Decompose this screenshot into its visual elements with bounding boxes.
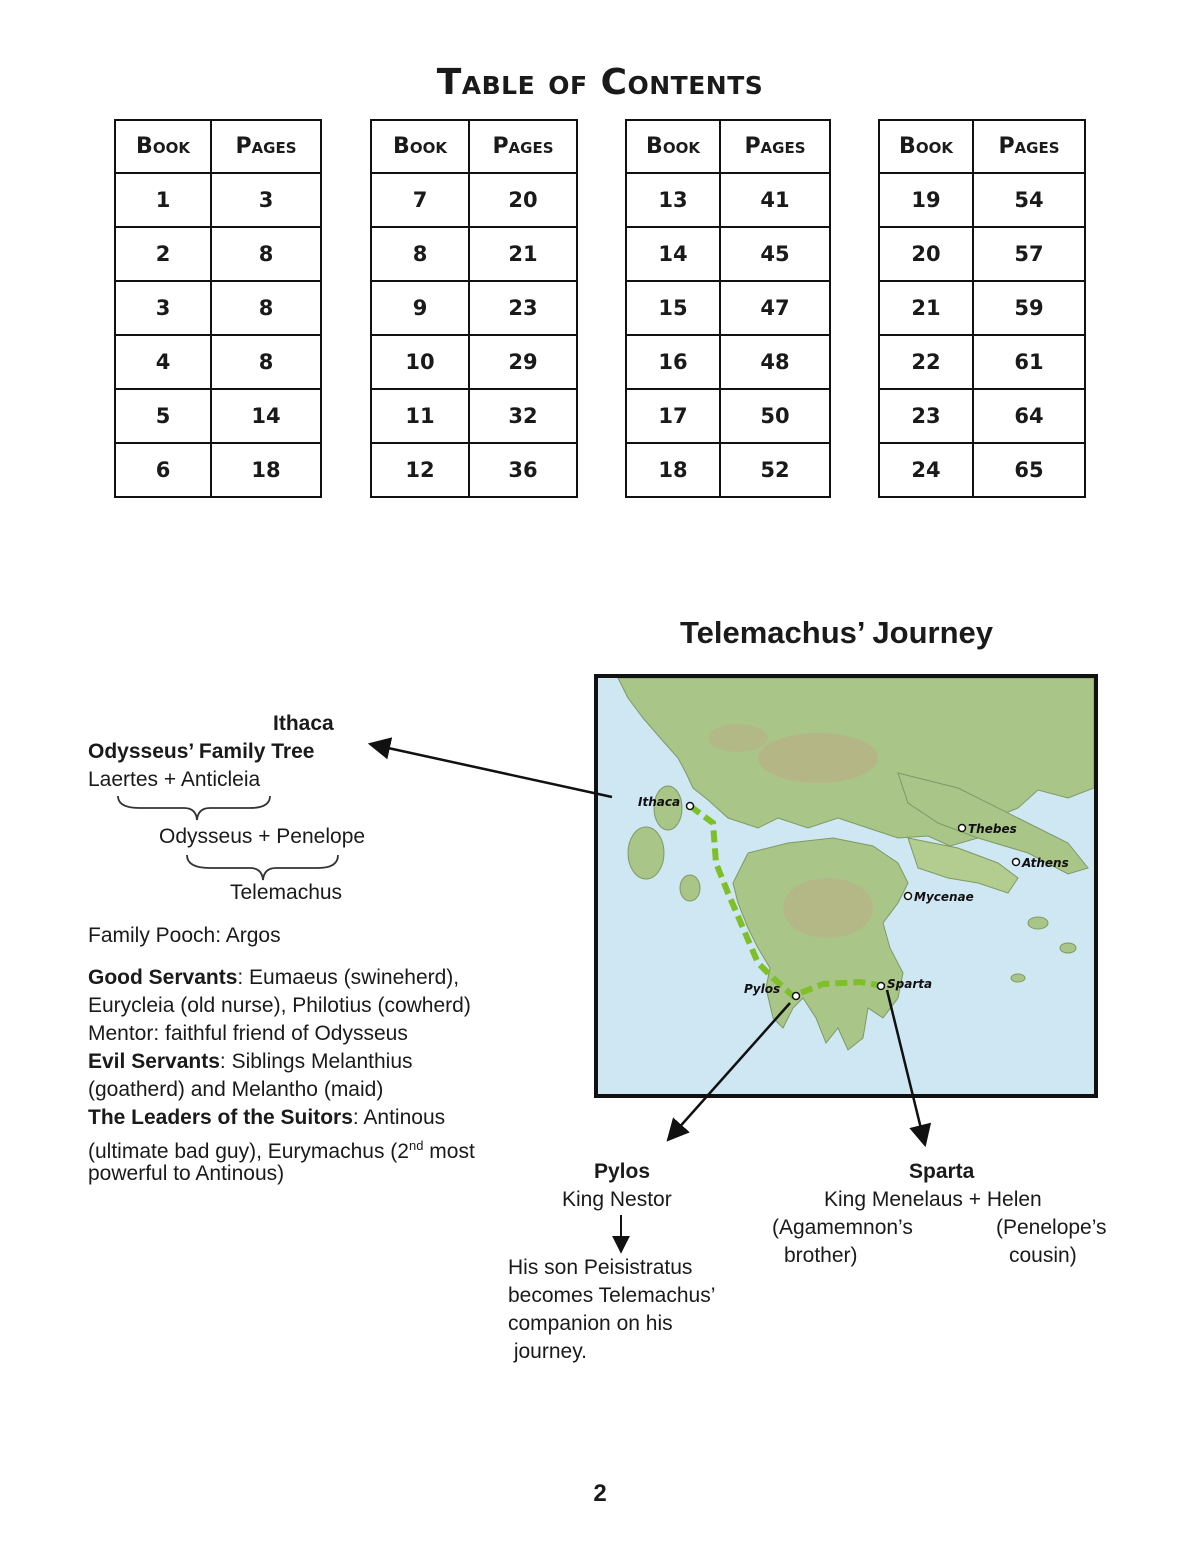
book-cell: 11: [371, 389, 469, 443]
pages-cell: 21: [469, 227, 577, 281]
book-cell: 8: [371, 227, 469, 281]
svg-text:Athens: Athens: [1022, 856, 1069, 870]
suitor-leaders: [88, 1104, 445, 1132]
pages-cell: 8: [211, 227, 321, 281]
arrow-to-sparta: [887, 990, 925, 1145]
book-cell: 16: [626, 335, 720, 389]
pages-cell: 8: [211, 281, 321, 335]
book-cell: 7: [371, 173, 469, 227]
evil-servants-label: Evil Servants: [88, 1050, 220, 1073]
book-cell: 9: [371, 281, 469, 335]
pylos-son-line: His son Peisistratus: [508, 1256, 693, 1279]
pages-cell: 64: [973, 389, 1085, 443]
book-cell: 4: [115, 335, 211, 389]
col-pages-header: Pages: [973, 120, 1085, 173]
pages-cell: 20: [469, 173, 577, 227]
superscript: nd: [408, 1138, 424, 1153]
svg-text:Mycenae: Mycenae: [914, 890, 974, 904]
svg-text:Ithaca: Ithaca: [638, 795, 681, 809]
brace-grandparents: [118, 796, 270, 820]
sparta-note-left-2: brother): [784, 1244, 858, 1267]
pages-cell: 32: [469, 389, 577, 443]
svg-text:Sparta: Sparta: [887, 977, 933, 991]
pylos-son-line: companion on his: [508, 1312, 673, 1335]
pages-cell: 65: [973, 443, 1085, 497]
book-cell: 5: [115, 389, 211, 443]
pages-cell: 41: [720, 173, 830, 227]
pages-cell: 61: [973, 335, 1085, 389]
good-servants-line2: Eurycleia (old nurse), Philotius (cowherd): [88, 994, 471, 1017]
evil-servants-line2: (goatherd) and Melantho (maid): [88, 1078, 384, 1101]
pylos-son-line: becomes Telemachus’: [508, 1284, 716, 1307]
sparta-note-right: (Penelope’s: [996, 1216, 1107, 1239]
good-servants: [88, 964, 459, 992]
evil-servants: [88, 1048, 413, 1076]
sparta-king: King Menelaus + Helen: [824, 1188, 1042, 1211]
svg-text:Pylos: Pylos: [744, 982, 781, 996]
family-pooch: Family Pooch: Argos: [88, 924, 281, 947]
family-heading: Odysseus’ Family Tree: [88, 740, 315, 763]
col-pages-header: Pages: [720, 120, 830, 173]
pages-cell: 8: [211, 335, 321, 389]
good-servants-text: : Eumaeus (swineherd),: [237, 966, 460, 989]
journey-title: Telemachus’ Journey: [680, 615, 993, 650]
pages-cell: 29: [469, 335, 577, 389]
col-book-header: Book: [626, 120, 720, 173]
book-cell: 23: [879, 389, 973, 443]
pages-cell: 48: [720, 335, 830, 389]
evil-servants-text: : Siblings Melanthius: [219, 1050, 413, 1073]
col-pages-header: Pages: [469, 120, 577, 173]
good-servants-label: Good Servants: [88, 966, 238, 989]
suitor-text-b: most: [423, 1140, 475, 1163]
sparta-note-right-2: cousin): [1009, 1244, 1077, 1267]
suitor-leaders-line3: powerful to Antinous): [88, 1162, 285, 1185]
family-child: Telemachus: [230, 881, 343, 904]
pages-cell: 36: [469, 443, 577, 497]
book-cell: 1: [115, 173, 211, 227]
pylos-king: King Nestor: [562, 1188, 672, 1211]
col-book-header: Book: [371, 120, 469, 173]
book-cell: 3: [115, 281, 211, 335]
family-grandparents: Laertes + Anticleia: [88, 768, 261, 791]
book-cell: 24: [879, 443, 973, 497]
pages-cell: 14: [211, 389, 321, 443]
col-pages-header: Pages: [211, 120, 321, 173]
family-place: Ithaca: [273, 712, 334, 735]
book-cell: 17: [626, 389, 720, 443]
book-cell: 6: [115, 443, 211, 497]
page-number: 2: [593, 1480, 607, 1507]
book-cell: 21: [879, 281, 973, 335]
pages-cell: 52: [720, 443, 830, 497]
family-parents: Odysseus + Penelope: [159, 825, 366, 848]
col-book-header: Book: [879, 120, 973, 173]
pages-cell: 59: [973, 281, 1085, 335]
pages-cell: 50: [720, 389, 830, 443]
sparta-note-left: (Agamemnon’s: [772, 1216, 913, 1239]
pages-cell: 18: [211, 443, 321, 497]
toc-title: Table of Contents: [436, 62, 764, 103]
arrow-to-pylos: [668, 1003, 790, 1140]
col-book-header: Book: [115, 120, 211, 173]
arrow-to-ithaca: [370, 744, 612, 797]
sparta-name: Sparta: [909, 1160, 975, 1183]
book-cell: 19: [879, 173, 973, 227]
suitor-leaders-label: The Leaders of the Suitors: [88, 1106, 353, 1129]
suitor-leaders-text: : Antinous: [352, 1106, 446, 1129]
book-cell: 12: [371, 443, 469, 497]
book-cell: 2: [115, 227, 211, 281]
book-cell: 22: [879, 335, 973, 389]
brace-parents: [187, 855, 338, 880]
mentor-line: Mentor: faithful friend of Odysseus: [88, 1022, 408, 1045]
book-cell: 13: [626, 173, 720, 227]
book-cell: 14: [626, 227, 720, 281]
pages-cell: 47: [720, 281, 830, 335]
pylos-son-line: journey.: [508, 1340, 587, 1363]
pages-cell: 3: [211, 173, 321, 227]
svg-text:Thebes: Thebes: [968, 822, 1017, 836]
pages-cell: 54: [973, 173, 1085, 227]
suitor-text-a: (ultimate bad guy), Eurymachus (2: [88, 1140, 409, 1163]
pages-cell: 45: [720, 227, 830, 281]
book-cell: 18: [626, 443, 720, 497]
book-cell: 15: [626, 281, 720, 335]
book-cell: 20: [879, 227, 973, 281]
book-cell: 10: [371, 335, 469, 389]
pages-cell: 57: [973, 227, 1085, 281]
pages-cell: 23: [469, 281, 577, 335]
pylos-name: Pylos: [594, 1160, 651, 1183]
